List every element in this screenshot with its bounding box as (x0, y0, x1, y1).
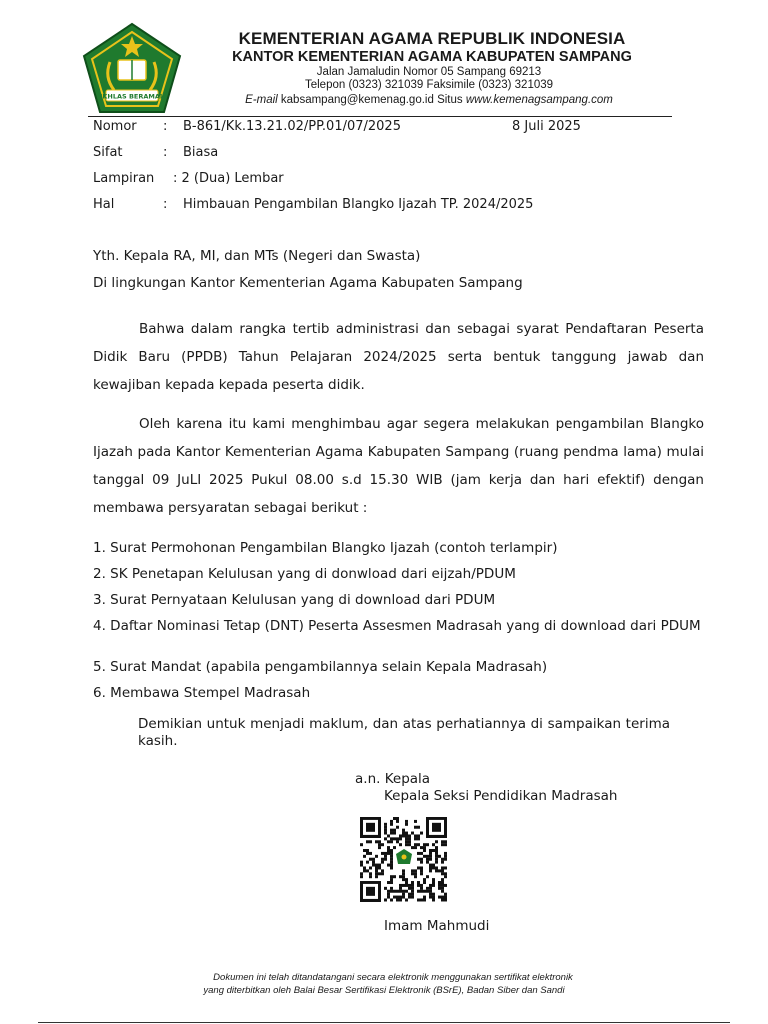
recipient-line-1: Yth. Kepala RA, MI, dan MTs (Negeri dan Swasta) (93, 248, 421, 264)
requirement-item-4: 4. Daftar Nominasi Tetap (DNT) Peserta Assesmen Madrasah yang di download dari PDUM (93, 618, 701, 634)
address-line: Jalan Jamaludin Nomor 05 Sampang 69213 (316, 66, 542, 78)
signature-position: Kepala Seksi Pendidikan Madrasah (384, 788, 618, 804)
meta-nomor (93, 119, 401, 134)
recipient-line-2: Di lingkungan Kantor Kementerian Agama Kabupaten Sampang (93, 275, 523, 291)
paragraph-2: Oleh karena itu kami menghimbau agar segera melakukan pengambilan Blangko Ijazah pada Kantor Kementerian Agama Kabupaten Sampang (ruang pendma lama) mulai tanggal 09 JuLI 2025 Pukul 08.00 s.d 15.30 WIB (jam kerja dan hari efektif) dengan membawa persyaratan sebagai berikut : (93, 416, 704, 516)
footer-note-1: Dokumen ini telah ditandatangani secara elektronik menggunakan sertifikat elektronik (213, 972, 573, 983)
footer-note-2: yang diterbitkan oleh Balai Besar Sertifikasi Elektronik (BSrE), Badan Siber dan Sandi (203, 985, 565, 996)
site-label: Situs (437, 94, 463, 106)
requirement-item-1: 1. Surat Permohonan Pengambilan Blangko Ijazah (contoh terlampir) (93, 540, 558, 556)
meta-hal (93, 197, 533, 212)
paragraph-1: Bahwa dalam rangka tertib administrasi dan sebagai syarat Pendaftaran Peserta Didik Baru (PPDB) Tahun Pelajaran 2024/2025 serta bentuk tanggung jawab dan kewajiban kepada kepada peserta didik. (93, 321, 704, 393)
requirement-item-5: 5. Surat Mandat (apabila pengambilannya selain Kepala Madrasah) (93, 659, 548, 675)
requirement-item-2: 2. SK Penetapan Kelulusan yang di donwload dari eijzah/PDUM (93, 566, 516, 582)
nomor-label: Nomor (93, 119, 137, 134)
nomor-value: B-861/Kk.13.21.02/PP.01/07/2025 (183, 119, 401, 134)
lampiran-label: Lampiran (93, 171, 155, 186)
letter-date: 8 Juli 2025 (512, 119, 581, 134)
contact-line (0, 94, 768, 106)
signature-qr-code[interactable] (359, 816, 449, 902)
ministry-name: KEMENTERIAN AGAMA REPUBLIK INDONESIA (238, 29, 626, 48)
lampiran-value: : 2 (Dua) Lembar (173, 171, 284, 186)
sifat-colon: : (163, 145, 168, 160)
svg-text:IKHLAS BERAMAL: IKHLAS BERAMAL (99, 92, 165, 101)
hal-colon: : (163, 197, 168, 212)
email-link[interactable]: kabsampang@kemenag.go.id (280, 94, 434, 106)
hal-label: Hal (93, 197, 115, 212)
sifat-value: Biasa (183, 145, 219, 160)
office-name: KANTOR KEMENTERIAN AGAMA KABUPATEN SAMPANG (232, 49, 632, 65)
site-link[interactable]: www.kemenagsampang.com (465, 94, 613, 106)
meta-sifat (93, 145, 218, 160)
nomor-colon: : (163, 119, 168, 134)
header-divider (88, 116, 672, 117)
phone-line: Telepon (0323) 321039 Faksimile (0323) 321039 (304, 79, 554, 91)
requirement-item-6: 6. Membawa Stempel Madrasah (93, 685, 311, 701)
closing-text: Demikian untuk menjadi maklum, dan atas perhatiannya di sampaikan terima kasih. (138, 716, 670, 749)
hal-value: Himbauan Pengambilan Blangko Ijazah TP. 2024/2025 (183, 197, 534, 212)
footer-divider (38, 1022, 730, 1023)
signature-on-behalf: a.n. Kepala (355, 771, 431, 787)
office-address (0, 66, 768, 92)
requirement-item-3: 3. Surat Pernyataan Kelulusan yang di download dari PDUM (93, 592, 496, 608)
meta-lampiran (93, 171, 284, 186)
sifat-label: Sifat (93, 145, 123, 160)
signatory-name: Imam Mahmudi (384, 918, 490, 934)
email-label: E-mail (245, 94, 278, 106)
